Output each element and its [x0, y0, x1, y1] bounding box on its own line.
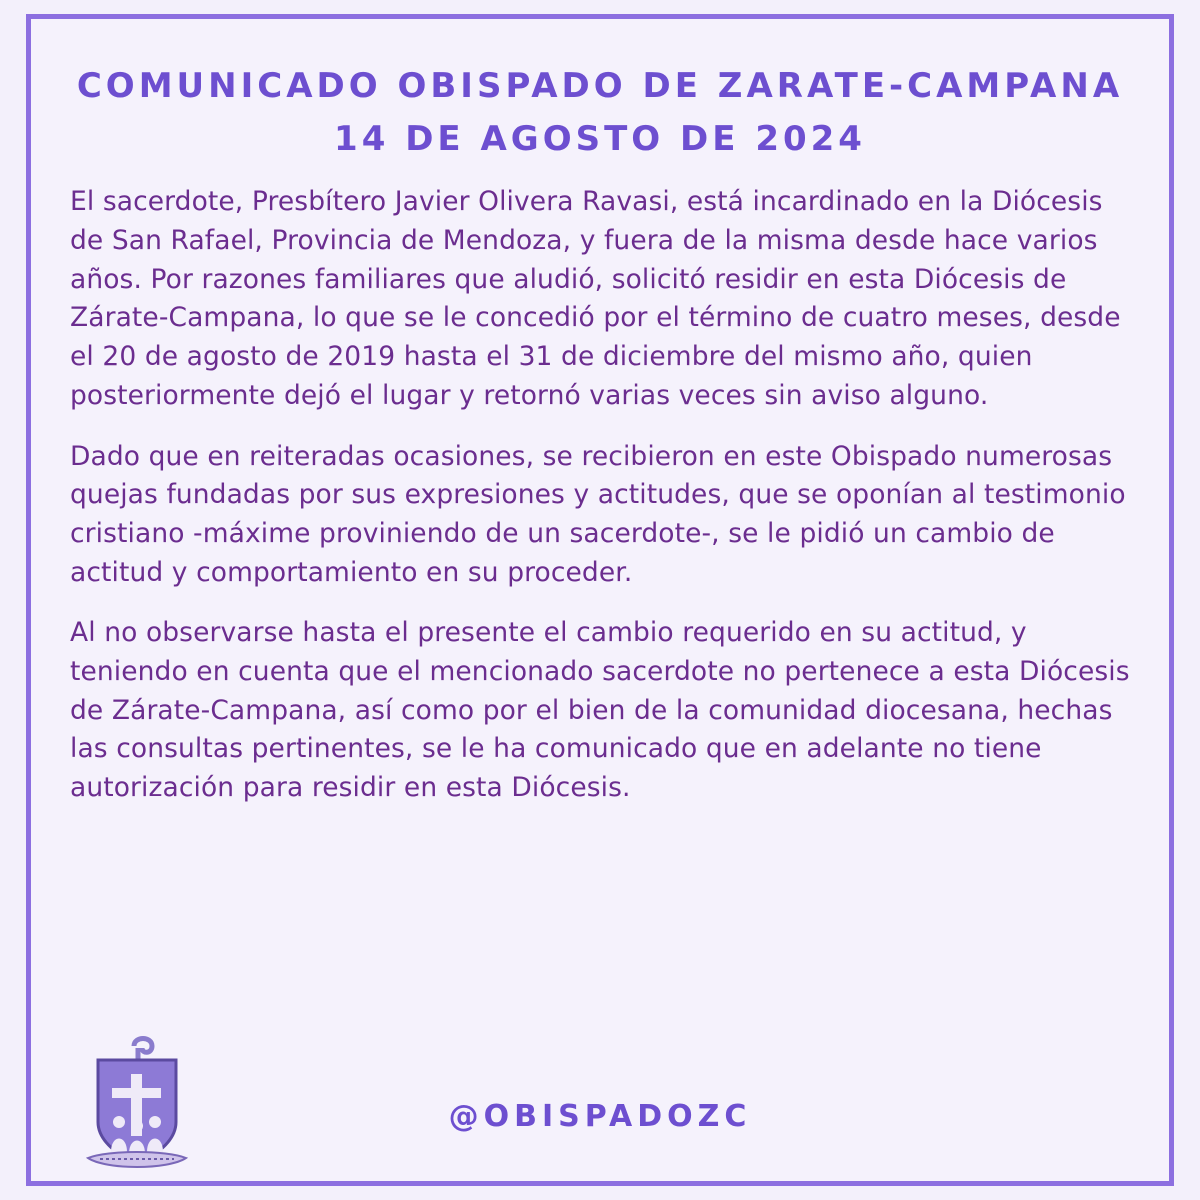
paragraph-2: Dado que en reiteradas ocasiones, se recibieron en este Obispado numerosas quejas fundadas por sus expresiones y actitudes, que se oponían al testimonio cristiano -máxime proviniendo de un sacerdote-, se le pidió un cambio de actitud y comportamiento en su proceder.	[70, 440, 1126, 588]
document-content	[40, 26, 1160, 1174]
document-footer	[30, 1026, 1170, 1186]
page-title	[70, 60, 1130, 165]
social-handle: @OBISPADOZC	[448, 1099, 752, 1134]
paragraph-3: Al no observarse hasta el presente el cambio requerido en su actitud, y teniendo en cuenta que el mencionado sacerdote no pertenece a esta Diócesis de Zárate-Campana, así como por el bien de la comunidad diocesana, hechas las consultas pertinentes, se le ha comunicado que en adelante no tiene autorización para residir en esta Diócesis.	[70, 617, 1130, 803]
document-body	[70, 183, 1130, 807]
title-line-1: COMUNICADO OBISPADO DE ZARATE-CAMPANA	[76, 66, 1124, 106]
paragraph-1: El sacerdote, Presbítero Javier Olivera Ravasi, está incardinado en la Diócesis de San Rafael, Provincia de Mendoza, y fuera de la misma desde hace varios años. Por razones familiares que aludió, solicitó residir en esta Diócesis de Zárate-Campana, lo que se le concedió por el término de cuatro meses, desde el 20 de agosto de 2019 hasta el 31 de diciembre del mismo año, quien posteriormente dejó el lugar y retornó varias veces sin aviso alguno.	[70, 186, 1121, 411]
title-line-2: 14 DE AGOSTO DE 2024	[334, 118, 866, 159]
